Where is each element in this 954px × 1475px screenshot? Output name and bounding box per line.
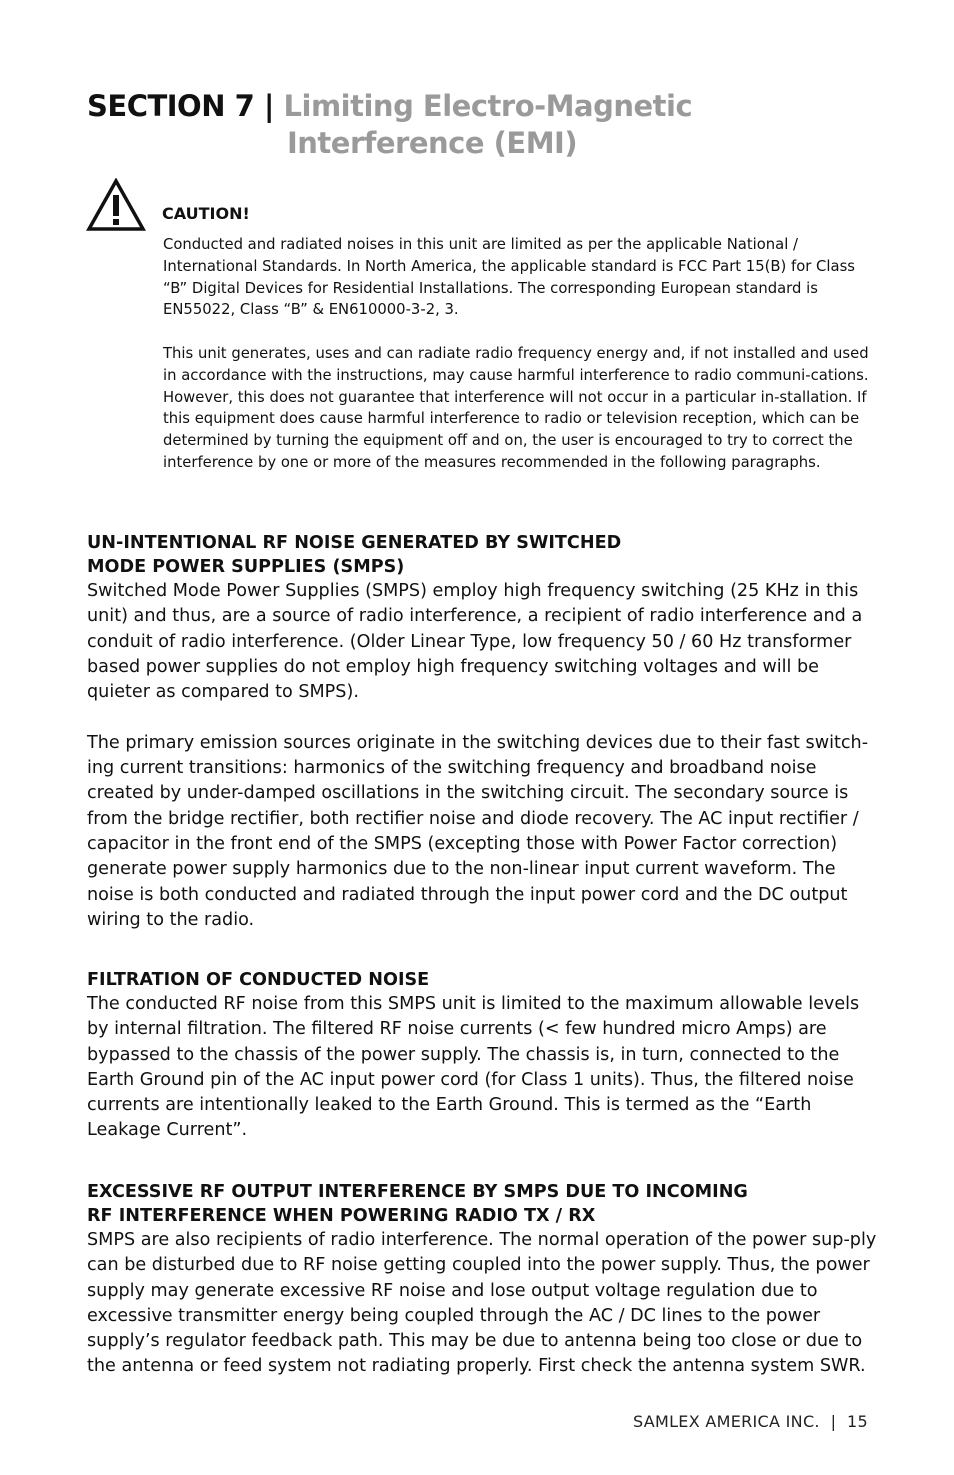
smps-section (87, 531, 877, 933)
filtration-heading: FILTRATION OF CONDUCTED NOISE (87, 970, 430, 990)
section-label: SECTION 7 | (87, 89, 274, 123)
filtration-paragraph: The conducted RF noise from this SMPS unit is limited to the maximum allowable levels by internal filtration. The filtered RF noise currents (< few hundred micro Amps) are bypassed to the chassis of the power supply. The chassis is, in turn, connected to the Earth Ground pin of the AC input power cord (for Class 1 units). Thus, the filtered noise currents are intentionally leaked to the Earth Ground. This is termed as the “Earth Leakage Current”. (87, 994, 860, 1141)
excessive-heading-line1: EXCESSIVE RF OUTPUT INTERFERENCE BY SMPS DUE TO INCOMING (87, 1182, 748, 1202)
smps-heading (87, 531, 877, 579)
section-title-line2: Interference (EMI) (287, 126, 578, 160)
excessive-heading (87, 1180, 877, 1228)
excessive-paragraph: SMPS are also recipients of radio interference. The normal operation of the power sup-ply can be disturbed due to RF noise getting coupled into the power supply. Thus, the power supply may generate excessive RF noise and lose output voltage regulation due to excessive transmitter energy being coupled through the AC / DC lines to the power supply’s regulator feedback path. This may be due to antenna being too close or due to the antenna or feed system not radiating properly. First check the antenna system SWR. (87, 1230, 877, 1377)
excessive-heading-line2: RF INTERFERENCE WHEN POWERING RADIO TX / RX (87, 1206, 596, 1226)
warning-triangle-icon (86, 178, 146, 232)
caution-paragraph-2: This unit generates, uses and can radiate radio frequency energy and, if not installed and used in accordance with the instructions, may cause harmful interference to radio communi-cations. However, this does not guarantee that interference will not occur in a particular in-stallation. If this equipment does cause harmful interference to radio or television reception, which can be determined by turning the equipment off and on, the user is encouraged to try to correct the interference by one or more of the measures recommended in the following paragraphs. (163, 344, 869, 471)
section-heading (87, 88, 693, 160)
smps-heading-line2: MODE POWER SUPPLIES (SMPS) (87, 557, 405, 577)
caution-paragraph-1: Conducted and radiated noises in this unit are limited as per the applicable National / International Standards. In North America, the applicable standard is FCC Part 15(B) for Class “B” Digital Devices for Residential Installations. The corresponding European standard is EN55022, Class “B” & EN610000-3-2, 3. (163, 236, 855, 319)
excessive-section (87, 1180, 877, 1380)
smps-paragraph-1: Switched Mode Power Supplies (SMPS) employ high frequency switching (25 KHz in this unit) and thus, are a source of radio interference, a recipient of radio interference and a conduit of radio interference. (Older Linear Type, low frequency 50 / 60 Hz transformer based power supplies do not employ high frequency switching voltages and will be quieter as compared to SMPS). (87, 581, 863, 703)
caution-label: CAUTION! (162, 204, 250, 223)
page-footer: SAMLEX AMERICA INC. | 15 (632, 1412, 868, 1431)
smps-heading-line1: UN-INTENTIONAL RF NOISE GENERATED BY SWITCHED (87, 533, 622, 553)
caution-text (163, 234, 883, 474)
smps-paragraph-2: The primary emission sources originate in the switching devices due to their fast switch-ing current transitions: harmonics of the switching frequency and broadband noise created by under-damped oscillations in the switching circuit. The secondary source is from the bridge rectifier, both rectifier noise and diode recovery. The AC input rectifier / capacitor in the front end of the SMPS (excepting those with Power Factor correction) generate power supply harmonics due to the non-linear input current waveform. The noise is both conducted and radiated through the input power cord and the DC output wiring to the radio. (87, 732, 869, 930)
section-title-line1: Limiting Electro-Magnetic (283, 89, 693, 123)
filtration-section (87, 968, 877, 1144)
